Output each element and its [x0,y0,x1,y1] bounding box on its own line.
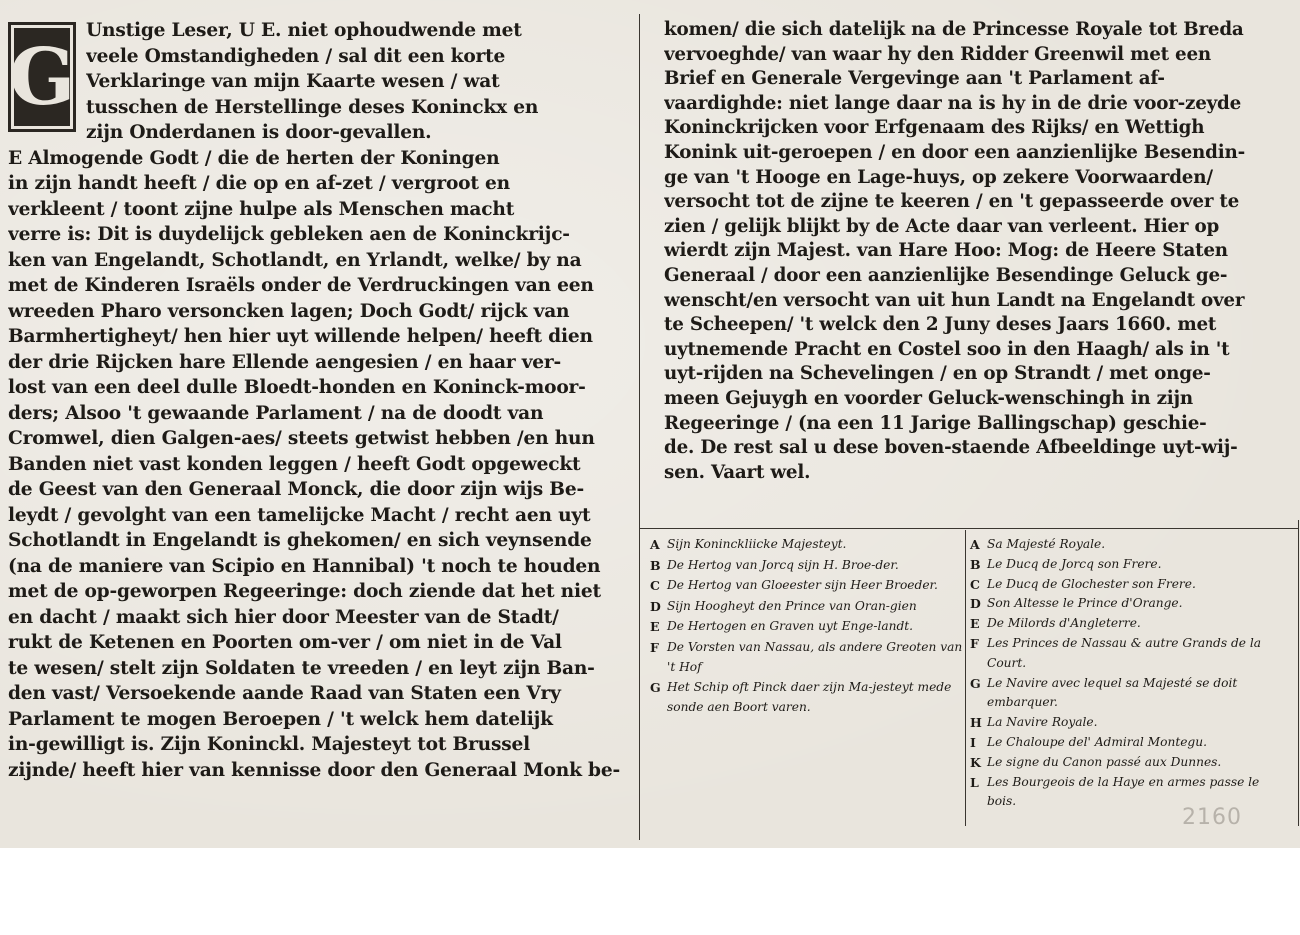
text-line: lost van een deel dulle Bloedt-honden en Koninck-moor- [8,377,586,398]
legend-letter: L [970,774,979,790]
text-line: Schotlandt in Engelandt is ghekomen/ en sich veynsende [8,530,592,551]
legend-text: Le Navire avec lequel sa Majesté se doit embarquer. [987,675,1238,710]
text-line: leydt / gevolght van een tamelijcke Macht / recht aen uyt [8,504,591,526]
legend-french [970,535,1288,812]
text-line: ders; Alsoo 't gewaande Parlament / na de doodt van [8,402,544,424]
text-line: komen/ die sich datelijk na de Princesse Royale tot Breda [664,19,1244,40]
legend-letter: F [650,639,659,655]
text-line: wierdt zijn Majest. van Hare Hoo: Mog: de Heere Staten [664,240,1228,262]
legend-text: De Hertogen en Graven uyt Enge-landt. [667,619,914,634]
legend-item [650,576,966,596]
text-line: in zijn handt heeft / die op en af-zet / vergroot en [8,173,510,194]
legend-item [970,575,1288,595]
right-border [1298,520,1299,826]
legend-text: Sijn Hoogheyt den Prince van Oran-gien [667,598,917,613]
legend-letter: H [970,715,982,731]
ornamental-dropcap: G [8,22,76,132]
text-line: Konink uit-geroepen / en door een aanzienlijke Besendin- [664,141,1245,163]
legend-letter: D [650,598,661,614]
text-line: versocht tot de zijne te keeren / en 't gepasseerde over te [664,191,1240,213]
legend-item [650,535,966,555]
text-line: te wesen/ stelt zijn Soldaten te vreeden / en leyt zijn Ban- [8,657,595,679]
text-line: zien / gelijk blijkt by de Acte daar van verleent. Hier op [664,215,1220,237]
legend-letter: F [970,635,979,651]
legend-text: Sijn Koninckliicke Majesteyt. [667,537,847,551]
legend-text: Les Bourgeois de la Haye en armes passe le bois. [987,774,1260,809]
legend-item [970,594,1288,614]
legend-item [970,614,1288,634]
text-line: ge van 't Hooge en Lage-huys, op zekere Voorwaarden/ [664,166,1213,188]
text-line: vaardighde: niet lange daar na is hy in de drie voor-zeyde [664,92,1242,114]
legend-letter: B [650,557,661,573]
text-line: Unstige Leser, U E. niet ophoudwende met [86,20,522,41]
text-line: den vast/ Versoekende aande Raad van Staten een Vry [8,683,561,704]
legend-text: Le Ducq de Jorcq son Frere. [987,556,1162,571]
right-text-column [664,18,1286,518]
legend-letter: I [970,734,976,750]
text-line: Barmhertigheyt/ hen hier uyt willende helpen/ heeft dien [8,326,593,347]
legend-letter: G [650,680,661,696]
text-line: Verklaringe van mijn Kaarte wesen / wat [86,71,500,92]
text-line: Regeeringe / (na een 11 Jarige Ballingschap) geschie- [664,412,1207,434]
legend-item [970,753,1288,773]
text-line: de. De rest sal u dese boven-staende Afbeeldinge uyt-wij- [664,437,1238,459]
text-line: de Geest van den Generaal Monck, die door zijn wijs Be- [8,479,584,500]
legend-text: De Hertog van Jorcq sijn H. Broe-der. [667,557,899,572]
text-line: wreeden Pharo versoncken lagen; Doch Godt/ rijck van [8,300,570,322]
left-text-column [8,18,630,846]
legend-letter: A [650,537,660,552]
legend-text: De Milords d'Angleterre. [987,616,1141,631]
text-line: uyt-rijden na Schevelingen / en op Strandt / met onge- [664,363,1211,385]
text-line: zijn Onderdanen is door-gevallen. [86,122,432,143]
legend-letter: C [970,576,980,592]
legend-letter: C [650,578,660,594]
text-line: Generaal / door een aanzienlijke Besendinge Geluck ge- [664,264,1228,286]
legend-letter: E [970,616,980,632]
catalog-number: 2160 [1182,805,1242,830]
legend-text: Son Altesse le Prince d'Orange. [987,596,1183,611]
text-line: verre is: Dit is duydelijck gebleken aen de Koninckrijc- [8,224,570,245]
legend-item [970,555,1288,575]
legend-letter: K [970,754,981,770]
legend-text: Le Ducq de Glochester son Frere. [987,576,1196,591]
legend-item [970,733,1288,753]
text-line: wenscht/en versocht van uit hun Landt na Engelandt over [664,289,1245,311]
legend-item [650,597,966,617]
text-line: Parlament te mogen Beroepen / 't welck hem datelijk [8,708,553,730]
legend-text: Le signe du Canon passé aux Dunnes. [987,754,1222,769]
text-line: en dacht / maakt sich hier door Meester van de Stadt/ [8,606,559,628]
legend-item [650,638,966,677]
text-line: der drie Rijcken hare Ellende aengesien / en haar ver- [8,351,562,373]
text-line: te Scheepen/ 't welck den 2 Juny deses Jaars 1660. met [664,314,1217,336]
legend-item [650,617,966,637]
legend-text: Sa Majesté Royale. [987,537,1106,551]
legend-item [970,713,1288,733]
legend-text: Het Schip oft Pinck daer zijn Ma-jesteyt mede sonde aen Boort varen. [667,680,952,714]
text-line: vervoeghde/ van waar hy den Ridder Greenwil met een [664,43,1212,65]
legend-text: La Navire Royale. [987,715,1098,730]
text-line: sen. Vaart wel. [664,461,811,483]
text-line: Koninckrijcken voor Erfgenaam des Rijks/ en Wettigh [664,117,1205,139]
legend-text: Les Princes de Nassau & autre Grands de la Court. [987,635,1261,670]
text-line: met de Kinderen Israëls onder de Verdruckingen van een [8,275,594,296]
text-line: meen Gejuygh en voorder Geluck-wenschingh in zijn [664,387,1194,409]
text-line: verkleent / toont zijne hulpe als Menschen macht [8,198,515,220]
text-line: uytnemende Pracht en Costel soo in den Haagh/ als in 't [664,338,1230,360]
legend-text: Le Chaloupe del' Admiral Montegu. [987,734,1207,749]
legend-letter: B [970,556,981,572]
text-line: rukt de Ketenen en Poorten om-ver / om niet in de Val [8,632,562,653]
text-line: (na de maniere van Scipio en Hannibal) 't noch te houden [8,555,601,577]
legend-item [650,556,966,576]
text-line: Banden niet vast konden leggen / heeft Godt opgeweckt [8,453,581,475]
text-line: tusschen de Herstellinge deses Koninckx en [86,96,539,118]
legend-letter: D [970,596,981,612]
legend-item [970,674,1288,714]
legend-letter: E [650,619,660,635]
legend-item [970,535,1288,555]
text-line: veele Omstandigheden / sal dit een korte [86,45,506,67]
legend-dutch [650,535,966,718]
text-line: met de op-geworpen Regeeringe: doch ziende dat het niet [8,581,601,602]
text-line: in-gewilligt is. Zijn Koninckl. Majesteyt tot Brussel [8,734,531,755]
column-divider [639,14,640,840]
legend-text: De Vorsten van Nassau, als andere Greoten van 't Hof [667,639,963,674]
legend-item [970,634,1288,674]
text-line: zijnde/ heeft hier van kennisse door den Generaal Monk be- [8,759,620,781]
text-line: ken van Engelandt, Schotlandt, en Yrlandt, welke/ by na [8,249,582,271]
legend-item [650,678,966,717]
text-line: E Almogende Godt / die de herten der Koningen [8,147,500,169]
legend-letter: G [970,675,981,691]
legend-top-rule [640,528,1298,529]
text-line: Cromwel, dien Galgen-aes/ steets getwist hebben /en hun [8,428,595,449]
legend-text: De Hertog van Gloeester sijn Heer Broeder. [667,578,938,593]
text-line: Brief en Generale Vergevinge aan 't Parlament af- [664,68,1165,90]
legend-letter: A [970,537,980,552]
